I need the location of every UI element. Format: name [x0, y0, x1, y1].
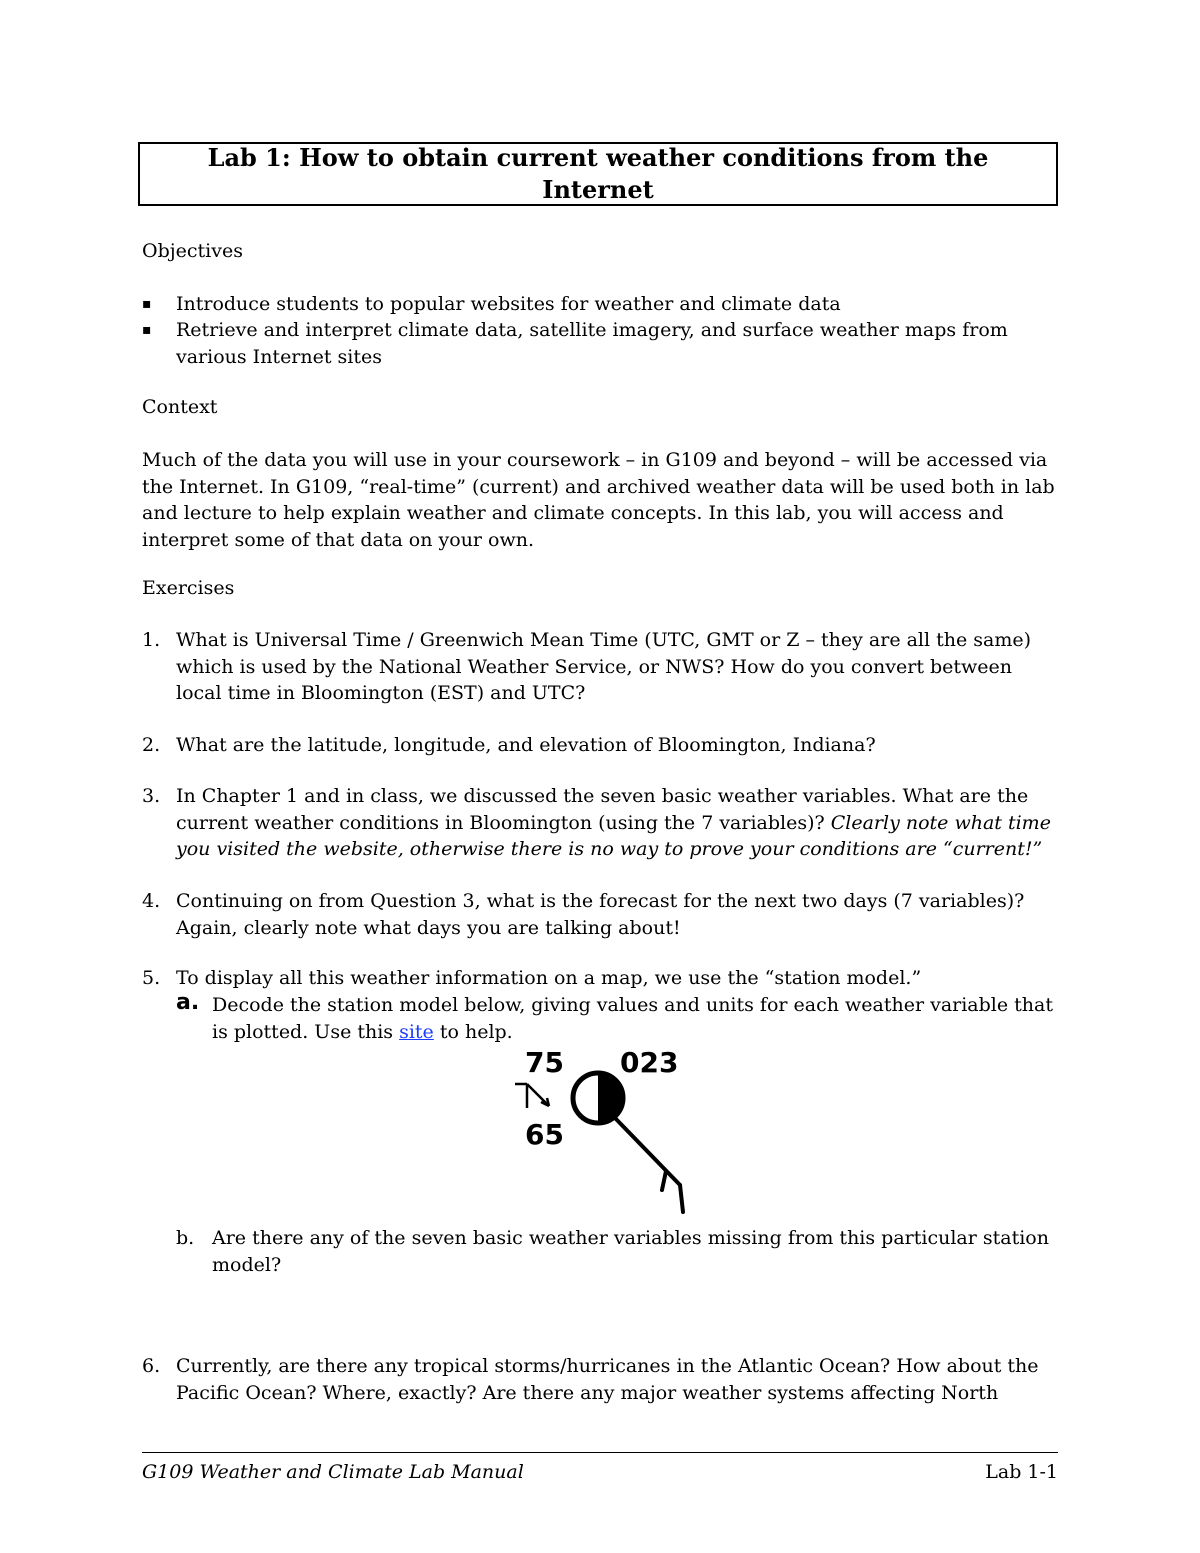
station-model-diagram [505, 1040, 705, 1220]
question-5a-after: to help. [433, 1020, 513, 1043]
objective-item: Introduce students to popular websites for weather and climate data [176, 293, 841, 315]
question-5a-text: Decode the station model below, giving values and units for each weather variable that is plotted. Use this [212, 994, 1053, 1043]
objective-item: Retrieve and interpret climate data, satellite imagery, and surface weather maps from various Internet sites [176, 319, 1008, 368]
question-5a [212, 992, 1067, 1045]
context-heading: Context [142, 396, 218, 418]
station-pressure: 023 [620, 1046, 679, 1079]
footer-divider [142, 1452, 1058, 1453]
question-1: What is Universal Time / Greenwich Mean Time (UTC, GMT or Z – they are all the same) which is used by the National Weather Service, or NWS? How do you convert between local time in Bloomington (EST) and UTC? [176, 629, 1032, 704]
footer-page-number: Lab 1-1 [985, 1461, 1058, 1483]
site-link[interactable]: site [399, 1020, 434, 1043]
question-6: Currently, are there any tropical storms/hurricanes in the Atlantic Ocean? How about the Pacific Ocean? Where, exactly? Are there any major weather systems affecting North [176, 1355, 1039, 1404]
question-2: What are the latitude, longitude, and elevation of Bloomington, Indiana? [176, 734, 876, 756]
bullet-icon: ▪ [142, 322, 152, 338]
sub-question-label: b. [176, 1227, 195, 1249]
question-number: 6. [142, 1355, 161, 1377]
sub-question-label: a. [176, 990, 200, 1015]
question-5: To display all this weather information on a map, we use the “station model.” [176, 967, 922, 989]
wind-barb-icon [615, 1118, 683, 1212]
objectives-heading: Objectives [142, 240, 243, 262]
bullet-icon: ▪ [142, 296, 152, 312]
station-dewpoint: 65 [525, 1118, 564, 1151]
question-4: Continuing on from Question 3, what is the forecast for the next two days (7 variables)? Again, clearly note what days you are talking about! [176, 890, 1025, 939]
cloud-cover-icon [573, 1073, 623, 1123]
question-number: 1. [142, 629, 161, 651]
station-temperature: 75 [525, 1046, 564, 1079]
question-3-note: Clearly note what time you visited the website, otherwise there is no way to prove your conditions are “current!” [176, 811, 1051, 860]
page-title: Lab 1: How to obtain current weather conditions from the Internet [138, 142, 1058, 206]
question-number: 3. [142, 785, 161, 807]
question-3 [176, 783, 1061, 863]
context-paragraph: Much of the data you will use in your coursework – in G109 and beyond – will be accessed via the Internet. In G109, “real-time” (current) and archived weather data will be used both in lab and lecture to help explain weather and climate concepts. In this lab, you will access and interpret some of that data on your own. [142, 449, 1055, 551]
footer-title: G109 Weather and Climate Lab Manual [142, 1461, 524, 1483]
question-3-text: In Chapter 1 and in class, we discussed the seven basic weather variables. What are the current weather conditions in Bloomington (using the 7 variables)? [176, 785, 1029, 834]
weather-symbol-icon [515, 1084, 549, 1108]
exercises-heading: Exercises [142, 577, 235, 599]
question-number: 5. [142, 967, 161, 989]
question-number: 2. [142, 734, 161, 756]
question-5b: Are there any of the seven basic weather variables missing from this particular station model? [212, 1227, 1049, 1276]
question-number: 4. [142, 890, 161, 912]
